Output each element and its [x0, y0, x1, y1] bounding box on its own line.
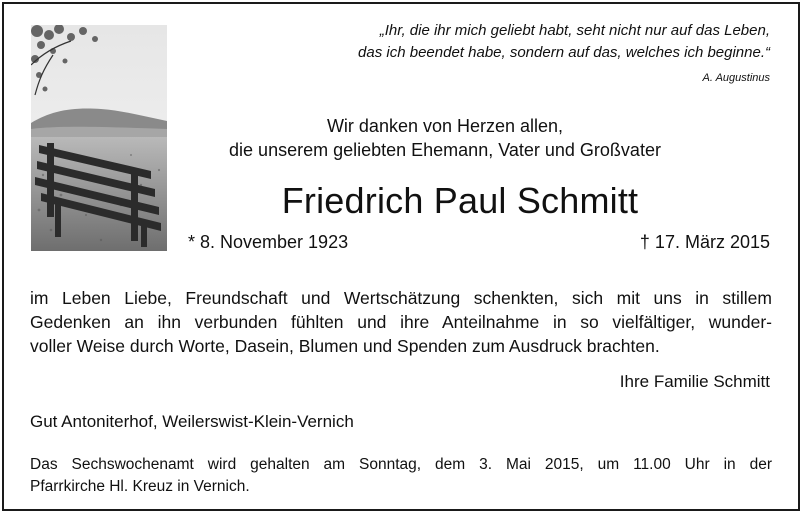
quote-author: A. Augustinus [702, 72, 770, 84]
thanks-text [180, 114, 710, 162]
birth-date: * 8. November 1923 [188, 232, 349, 252]
deceased-name: Friedrich Paul Schmitt [281, 180, 639, 221]
location-text: Gut Antoniterhof, Weilerswist-Klein-Vernich [30, 412, 354, 431]
quote-line-2: das ich beendet habe, sondern auf das, welches ich beginne.“ [358, 44, 770, 61]
gratitude-line-1: im Leben Liebe, Freundschaft und Wertschätzung schenkten, sich mit uns in stillem [30, 288, 772, 308]
quote [210, 20, 770, 64]
death-date: † 17. März 2015 [639, 232, 770, 252]
bench-photo [31, 25, 167, 251]
service-announcement [30, 454, 772, 498]
gratitude-line-2: Gedenken an ihn verbunden fühlten und ihre Anteilnahme in so vielfältiger, wunder- [30, 312, 772, 332]
family-signature: Ihre Familie Schmitt [619, 372, 770, 391]
service-line-1: Das Sechswochenamt wird gehalten am Sonntag, dem 3. Mai 2015, um 11.00 Uhr in der [30, 456, 772, 473]
thanks-line-1: Wir danken von Herzen allen, [326, 116, 564, 136]
gratitude-line-3: voller Weise durch Worte, Dasein, Blumen und Spenden zum Ausdruck brachten. [30, 336, 660, 356]
gratitude-paragraph [30, 286, 772, 358]
service-line-2: Pfarrkirche Hl. Kreuz in Vernich. [30, 478, 250, 495]
thanks-line-2: die unserem geliebten Ehemann, Vater und Großvater [229, 140, 661, 160]
quote-line-1: „Ihr, die ihr mich geliebt habt, seht nicht nur auf das Leben, [379, 22, 770, 39]
